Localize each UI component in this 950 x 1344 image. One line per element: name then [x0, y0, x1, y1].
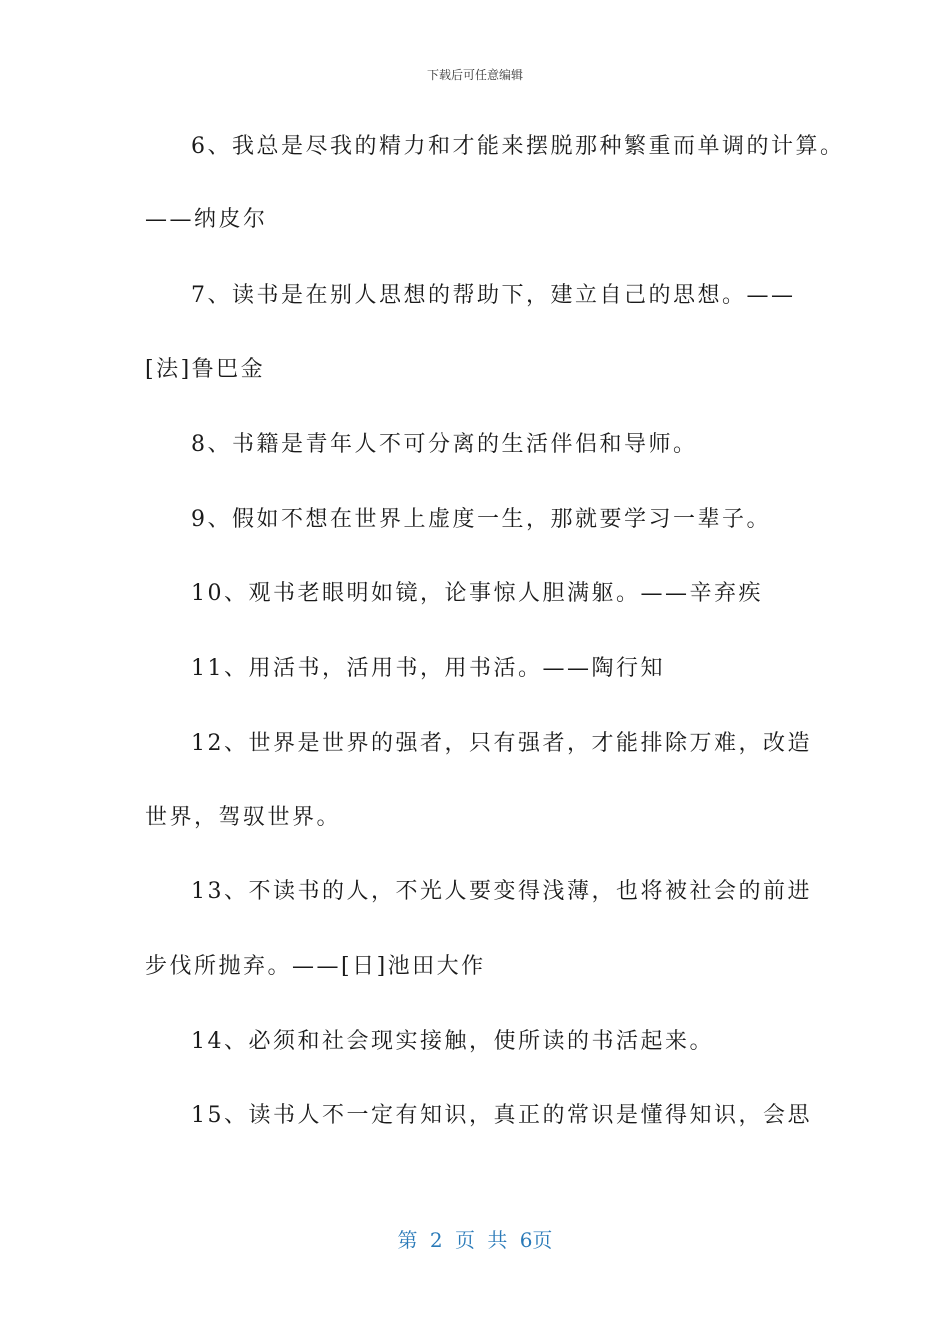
quote-8: 8、书籍是青年人不可分离的生活伴侣和导师。 [191, 432, 698, 457]
quote-12-line-2: 世界，驾驭世界。 [145, 805, 342, 830]
page-header: 下载后可任意编辑 [426, 68, 523, 82]
quote-13-line-2: 步伐所抛弃。——[日]池田大作 [145, 954, 486, 979]
quote-12-line-1: 12、世界是世界的强者，只有强者，才能排除万难，改造 [191, 731, 812, 756]
quote-10: 10、观书老眼明如镜，论事惊人胆满躯。——辛弃疾 [191, 581, 763, 606]
quote-9: 9、假如不想在世界上虚度一生，那就要学习一辈子。 [191, 507, 771, 532]
quote-11: 11、用活书，活用书，用书活。——陶行知 [191, 656, 665, 681]
quote-6-line-1: 6、我总是尽我的精力和才能来摆脱那种繁重而单调的计算。 [191, 134, 845, 159]
quote-7-line-1: 7、读书是在别人思想的帮助下，建立自己的思想。—— [191, 283, 796, 308]
quote-15-line-1: 15、读书人不一定有知识，真正的常识是懂得知识，会思 [191, 1103, 812, 1128]
quote-7-line-2: [法]鲁巴金 [145, 357, 266, 382]
quote-6-line-2: ——纳皮尔 [145, 207, 268, 232]
quote-14: 14、必须和社会现实接触，使所读的书活起来。 [191, 1029, 714, 1054]
page-footer: 第 2 页 共 6页 [397, 1228, 553, 1252]
quote-13-line-1: 13、不读书的人，不光人要变得浅薄，也将被社会的前进 [191, 879, 812, 904]
